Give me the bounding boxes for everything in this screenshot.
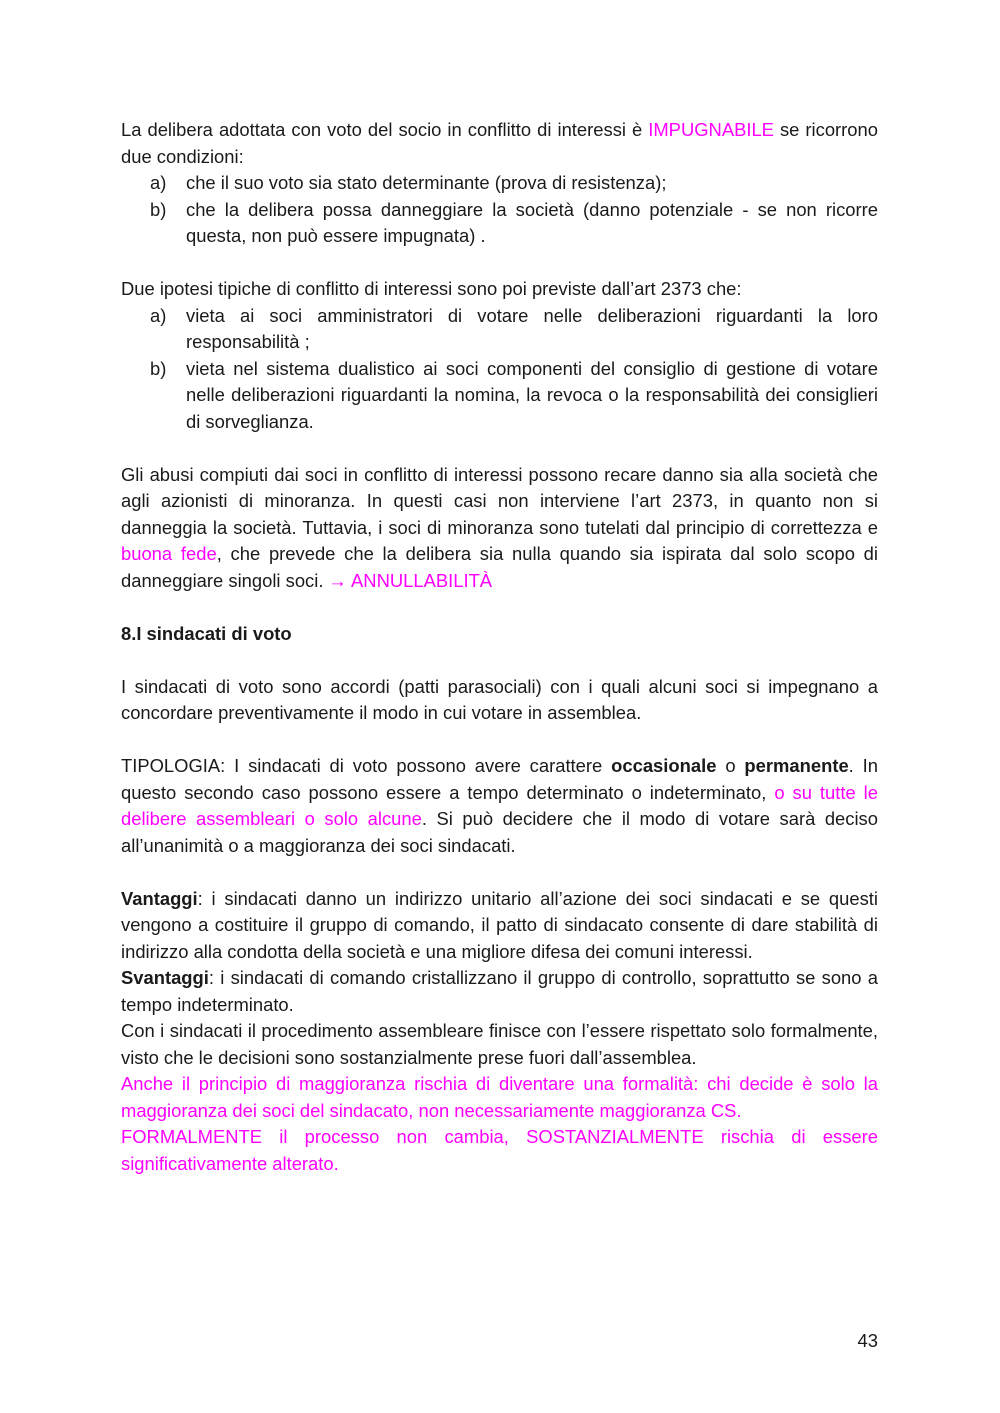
list-item bbox=[121, 197, 878, 250]
paragraph-maggioranza: Anche il principio di maggioranza rischia di diventare una formalità: chi decide è solo la maggioranza dei soci del sindacato, non necessariamente maggioranza CS. bbox=[121, 1073, 878, 1121]
paragraph-vantaggi bbox=[121, 886, 878, 966]
text-span: , che prevede che la delibera sia nulla quando sia ispirata dal solo scopo di danneggiare singoli soci. bbox=[121, 543, 878, 591]
text-span: . Si può decidere che il modo di votare sarà deciso all’unanimità o a maggioranza dei soci sindacati. bbox=[121, 808, 878, 856]
highlight-buona-fede: buona fede bbox=[121, 543, 217, 564]
text-span: : i sindacati di comando cristallizzano il gruppo di controllo, soprattutto se sono a tempo indeterminato. bbox=[121, 967, 878, 1015]
highlight-annullabilita: → ANNULLABILITÀ bbox=[328, 569, 493, 591]
bold-occasionale: occasionale bbox=[611, 755, 717, 776]
paragraph-procedimento: Con i sindacati il procedimento assembleare finisce con l’essere rispettato solo formalmente, visto che le decisioni sono sostanzialmente prese fuori dall’assemblea. bbox=[121, 1020, 878, 1068]
page-body bbox=[121, 117, 878, 1177]
list-item-text: vieta ai soci amministratori di votare nelle deliberazioni riguardanti la loro responsabilità ; bbox=[186, 304, 878, 352]
list-item-text: che la delibera possa danneggiare la società (danno potenziale - se non ricorre questa, non può essere impugnata) . bbox=[186, 198, 878, 246]
highlight-delibere: o su tutte le delibere assembleari o solo alcune bbox=[121, 781, 878, 829]
list-item bbox=[121, 170, 878, 197]
bold-vantaggi: Vantaggi bbox=[121, 887, 198, 909]
paragraph-tipologia bbox=[121, 753, 878, 859]
highlight-impugnabile: IMPUGNABILE bbox=[648, 119, 774, 140]
list-marker: a) bbox=[150, 304, 167, 326]
list-marker: a) bbox=[150, 172, 167, 193]
list-marker: b) bbox=[150, 357, 167, 379]
text-span: La delibera adottata con voto del socio in conflitto di interessi è bbox=[121, 119, 649, 140]
list-marker: b) bbox=[150, 198, 167, 220]
text-span: : i sindacati danno un indirizzo unitario all’azione dei soci sindacati e se questi vengono a costituire il gruppo di comando, il patto di sindacato consente di dare stabilità di indirizzo alla condotta della società e una migliore difesa dei comuni interessi. bbox=[121, 887, 878, 962]
text-span: Gli abusi compiuti dai soci in conflitto di interessi possono recare danno sia alla società che agli azionisti di minoranza. In questi casi non interviene l’art 2373, in quanto non si danneggia la società. Tuttavia, i soci di minoranza sono tutelati dal principio di correttezza e bbox=[121, 463, 878, 538]
paragraph-abusi bbox=[121, 462, 878, 595]
paragraph-ipotesi: Due ipotesi tipiche di conflitto di interessi sono poi previste dall’art 2373 che: bbox=[121, 278, 742, 299]
bold-svantaggi: Svantaggi bbox=[121, 967, 209, 988]
paragraph-svantaggi bbox=[121, 965, 878, 1018]
paragraph-definizione: I sindacati di voto sono accordi (patti parasociali) con i quali alcuni soci si impegnano a concordare preventivamente il modo in cui votare in assemblea. bbox=[121, 675, 878, 723]
list-item bbox=[121, 303, 878, 356]
text-span: . In questo secondo caso possono essere a tempo determinato o indeterminato, bbox=[121, 755, 878, 803]
section-heading: 8.I sindacati di voto bbox=[121, 622, 292, 644]
list-item bbox=[121, 356, 878, 436]
list-item-text: che il suo voto sia stato determinante (prova di resistenza); bbox=[186, 172, 667, 193]
text-span: se ricorrono due condizioni: bbox=[121, 119, 878, 167]
text-span: o bbox=[716, 755, 745, 776]
list-item-text: vieta nel sistema dualistico ai soci componenti del consiglio di gestione di votare nelle deliberazioni riguardanti la nomina, la revoca o la responsabilità dei consiglieri di sorveglianza. bbox=[186, 357, 878, 432]
paragraph-formalmente: FORMALMENTE il processo non cambia, SOSTANZIALMENTE rischia di essere significativamente alterato. bbox=[121, 1126, 878, 1174]
bold-permanente: permanente bbox=[744, 755, 849, 776]
text-span: TIPOLOGIA: I sindacati di voto possono avere carattere bbox=[121, 755, 612, 776]
page-number: 43 bbox=[857, 1330, 878, 1351]
paragraph-impugnabile bbox=[121, 117, 878, 170]
